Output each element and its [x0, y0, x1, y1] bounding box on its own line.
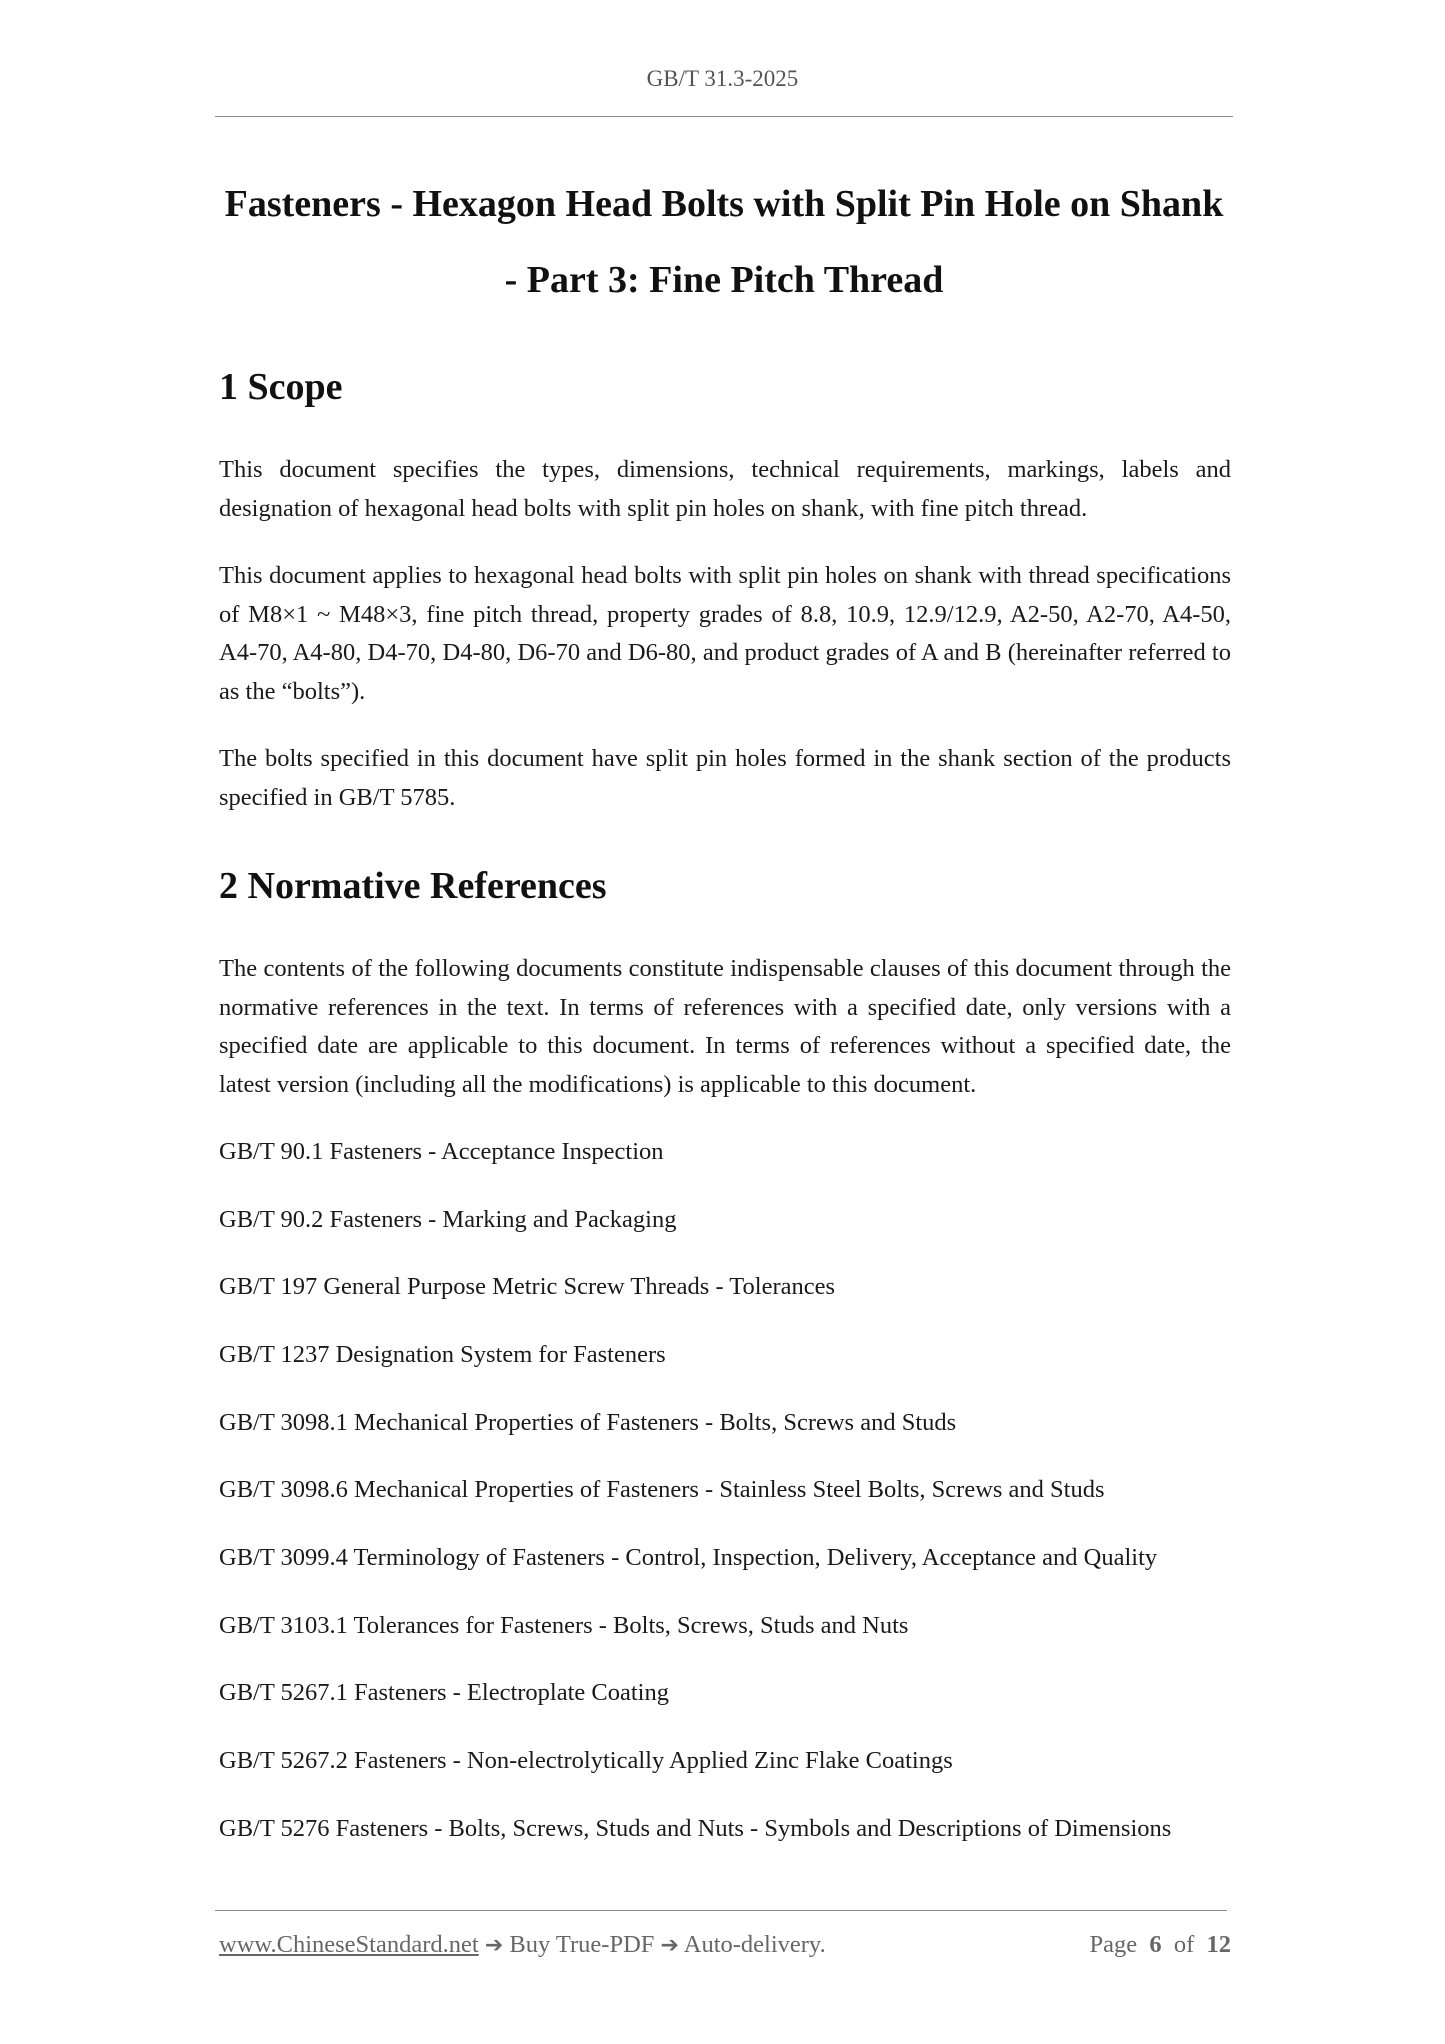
reference-item: GB/T 1237 Designation System for Fasteners: [219, 1341, 666, 1368]
current-page-number: 6: [1149, 1931, 1162, 1958]
right-arrow-icon: ➔: [484, 1933, 504, 1958]
buy-true-pdf-text: Buy True-PDF: [509, 1931, 655, 1958]
scope-paragraph: This document specifies the types, dimensions, technical requirements, markings, labels and designation of hexagonal head bolts with split pin holes on shank, with fine pitch thread.: [219, 456, 1231, 522]
auto-delivery-text: Auto-delivery.: [683, 1931, 826, 1958]
header-divider: [215, 116, 1233, 117]
reference-item: GB/T 5267.2 Fasteners - Non-electrolytically Applied Zinc Flake Coatings: [219, 1747, 953, 1774]
reference-item: GB/T 90.1 Fasteners - Acceptance Inspection: [219, 1138, 664, 1165]
section-heading-scope: 1 Scope: [219, 366, 343, 408]
page-header-standard-code: GB/T 31.3-2025: [646, 66, 799, 91]
normative-references-paragraph: The contents of the following documents constitute indispensable clauses of this document through the normative references in the text. In terms of references with a specified date, only versions with a specified date are applicable to this document. In terms of references without a specified date, the latest version (including all the modifications) is applicable to this document.: [219, 955, 1231, 1098]
reference-item: GB/T 197 General Purpose Metric Screw Threads - Tolerances: [219, 1273, 836, 1300]
reference-item: GB/T 3099.4 Terminology of Fasteners - Control, Inspection, Delivery, Acceptance and Quality: [219, 1544, 1158, 1571]
total-pages-number: 12: [1206, 1931, 1231, 1958]
right-arrow-icon: ➔: [660, 1933, 679, 1958]
reference-item: GB/T 90.2 Fasteners - Marking and Packaging: [219, 1206, 677, 1233]
reference-item: GB/T 3098.6 Mechanical Properties of Fasteners - Stainless Steel Bolts, Screws and Studs: [219, 1476, 1105, 1503]
of-label: of: [1173, 1931, 1195, 1958]
page-label: Page: [1089, 1931, 1138, 1958]
footer-promo: [219, 1927, 826, 1964]
reference-item: GB/T 3098.1 Mechanical Properties of Fasteners - Bolts, Screws and Studs: [219, 1409, 957, 1436]
reference-item: GB/T 5276 Fasteners - Bolts, Screws, Studs and Nuts - Symbols and Descriptions of Dimensions: [219, 1815, 1172, 1842]
scope-paragraph: The bolts specified in this document have split pin holes formed in the shank section of the products specified in GB/T 5785.: [219, 745, 1231, 811]
website-link[interactable]: www.ChineseStandard.net: [219, 1931, 479, 1958]
scope-paragraph: This document applies to hexagonal head bolts with split pin holes on shank with thread specifications of M8×1 ~ M48×3, fine pitch thread, property grades of 8.8, 10.9, 12.9/12.9, A2-50, A2-70, A4-50, A4-70, A4-80, D4-70, D4-80, D6-70 and D6-80, and product grades of A and B (hereinafter referred to as the “bolts”).: [219, 562, 1231, 705]
document-title: Fasteners - Hexagon Head Bolts with Split Pin Hole on Shank - Part 3: Fine Pitch Thread: [224, 183, 1224, 301]
reference-item: GB/T 5267.1 Fasteners - Electroplate Coating: [219, 1679, 669, 1706]
section-heading-normative-references: 2 Normative References: [219, 865, 607, 907]
page-indicator: [1089, 1927, 1231, 1963]
page-footer: [219, 1927, 1231, 1963]
footer-divider: [215, 1910, 1227, 1911]
reference-item: GB/T 3103.1 Tolerances for Fasteners - Bolts, Screws, Studs and Nuts: [219, 1612, 909, 1639]
